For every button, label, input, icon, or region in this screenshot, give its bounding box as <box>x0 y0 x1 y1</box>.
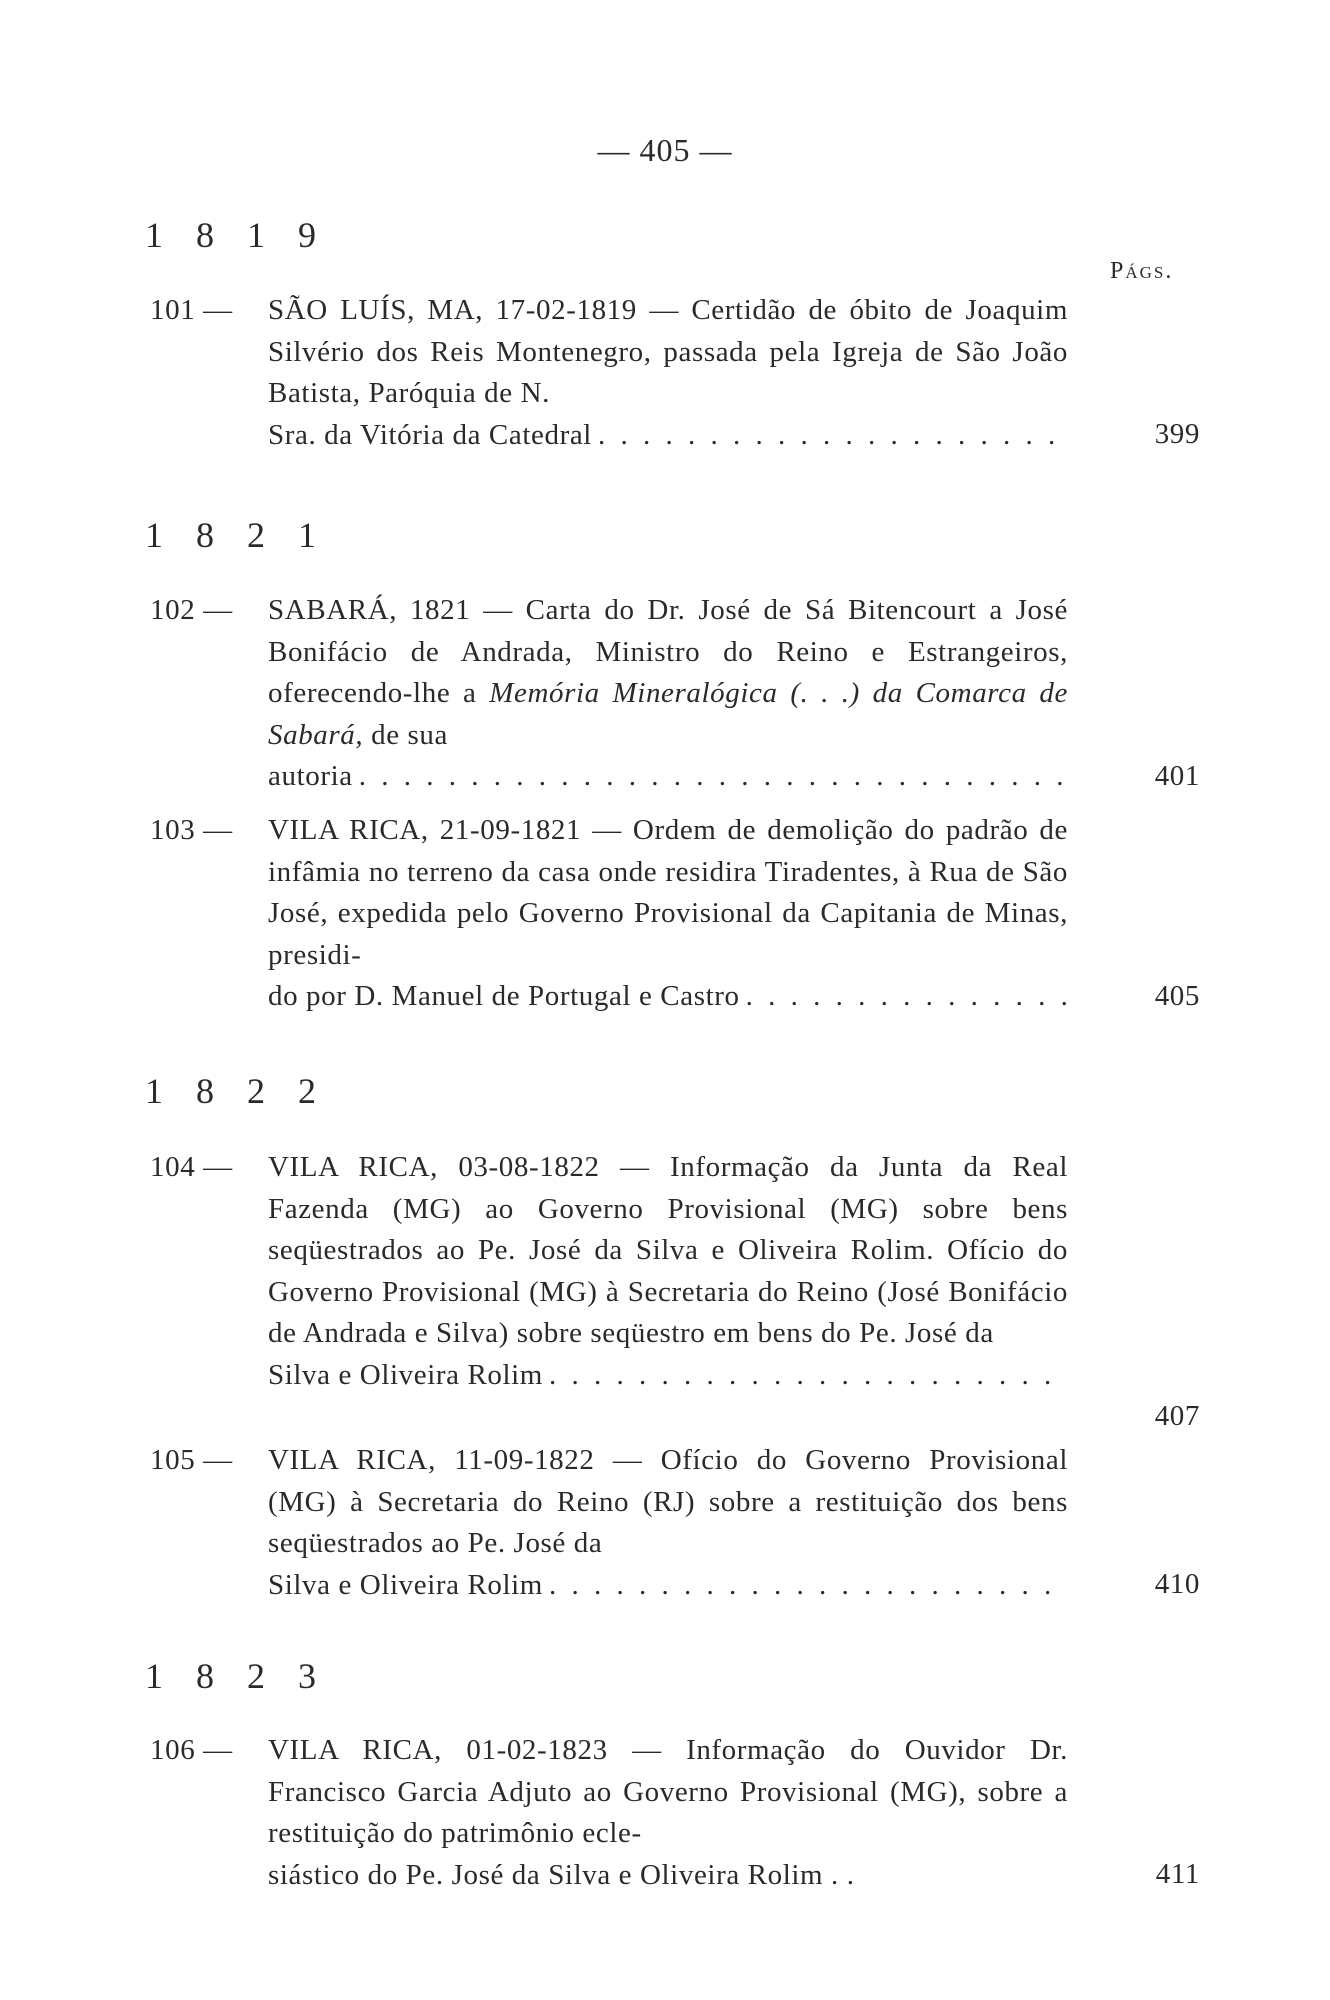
entry-body: VILA RICA, 03-08-1822 — Informação da Junta da Real Fazenda (MG) ao Governo Provisional (MG) sobre bens seqüestrados ao Pe. José da Silva e Oliveira Rolim. Ofício do Governo Provisional (MG) à Secretaria do Reino (José Bonifácio de Andrada e Silva) sobre seqüestro em bens do Pe. José da <box>268 1151 1068 1349</box>
entry-text <box>268 810 1068 1018</box>
entry-title-italic-2: da Comarca de Sabará, <box>268 677 1068 751</box>
dot-leader <box>746 976 1068 1018</box>
entry-last-text: Silva e Oliveira Rolim <box>268 1358 543 1391</box>
entry-last-text: Silva e Oliveira Rolim <box>268 1568 543 1601</box>
entry-last-text: do por D. Manuel de Portugal e Castro <box>268 980 740 1012</box>
year-heading-1821: 1 8 2 1 <box>145 515 328 555</box>
entry-title-italic: Memória Mineralógica <box>489 677 778 709</box>
page-number: — 405 — <box>597 132 733 168</box>
entry-last-line <box>268 1355 1068 1397</box>
entry-page: 401 <box>1154 760 1200 792</box>
entry-body: VILA RICA, 11-09-1822 — Ofício do Governo Provisional (MG) à Secretaria do Reino (RJ) sobre a restituição dos bens seqüestrados ao Pe. José da <box>268 1444 1068 1559</box>
entry-last-line <box>268 976 1068 1018</box>
entry-ellipsis: (. . .) <box>777 677 873 709</box>
entry-number: 106 — <box>150 1734 233 1766</box>
entry-body-part-2: de sua <box>363 718 448 751</box>
entry-text <box>268 590 1068 798</box>
entry-body: VILA RICA, 21-09-1821 — Ordem de demolição do padrão de infâmia no terreno da casa onde residira Tiradentes, à Rua de São José, expedida pelo Governo Provisional da Capitania de Minas, presidi- <box>268 814 1068 971</box>
year-heading-1819: 1 8 1 9 <box>145 215 328 255</box>
entry-last-text: autoria <box>268 760 353 792</box>
entry-text <box>268 1730 1068 1896</box>
entry-last-line: siástico do Pe. José da Silva e Oliveira Rolim . . <box>268 1858 855 1891</box>
pages-column-label: Págs. <box>1110 258 1174 284</box>
entry-body: VILA RICA, 01-02-1823 — Informação do Ouvidor Dr. Francisco Garcia Adjuto ao Governo Provisional (MG), sobre a restituição do patrimônio ecle- <box>268 1734 1068 1849</box>
entry-page: 405 <box>1154 980 1200 1012</box>
entry-number: 104 — <box>150 1151 233 1183</box>
year-heading-1822: 1 8 2 2 <box>145 1071 328 1111</box>
entry-page: 399 <box>1154 418 1200 450</box>
entry-body-part: SABARÁ, 1821 — Carta do Dr. José de Sá Bitencourt a José Bonifácio de Andrada, Ministro do Reino e Estrangeiros, oferecendo-lhe a <box>268 594 1068 709</box>
dot-leader <box>598 415 1068 457</box>
entry-text <box>268 290 1068 456</box>
entry-page: 407 <box>1154 1400 1200 1432</box>
entry-text <box>268 1147 1068 1396</box>
year-heading-1823: 1 8 2 3 <box>145 1656 328 1696</box>
entry-page: 410 <box>1154 1568 1200 1600</box>
entry-last-text: Sra. da Vitória da Catedral <box>268 418 592 451</box>
entry-number: 101 — <box>150 294 233 326</box>
entry-page: 411 <box>1155 1858 1200 1890</box>
entry-number: 102 — <box>150 594 233 626</box>
entry-body: SÃO LUÍS, MA, 17-02-1819 — Certidão de óbito de Joaquim Silvério dos Reis Montenegro, passada pela Igreja de São João Batista, Paróquia de N. <box>268 294 1068 409</box>
entry-number: 103 — <box>150 814 233 846</box>
entry-body <box>268 590 1068 756</box>
entry-last-line <box>268 1565 1068 1607</box>
dot-leader <box>549 1355 1068 1397</box>
entry-text <box>268 1440 1068 1606</box>
dot-leader <box>549 1565 1068 1607</box>
entry-number: 105 — <box>150 1444 233 1476</box>
dot-leader <box>359 756 1068 798</box>
entry-last-line <box>268 415 1068 457</box>
entry-last-line <box>268 756 1068 798</box>
